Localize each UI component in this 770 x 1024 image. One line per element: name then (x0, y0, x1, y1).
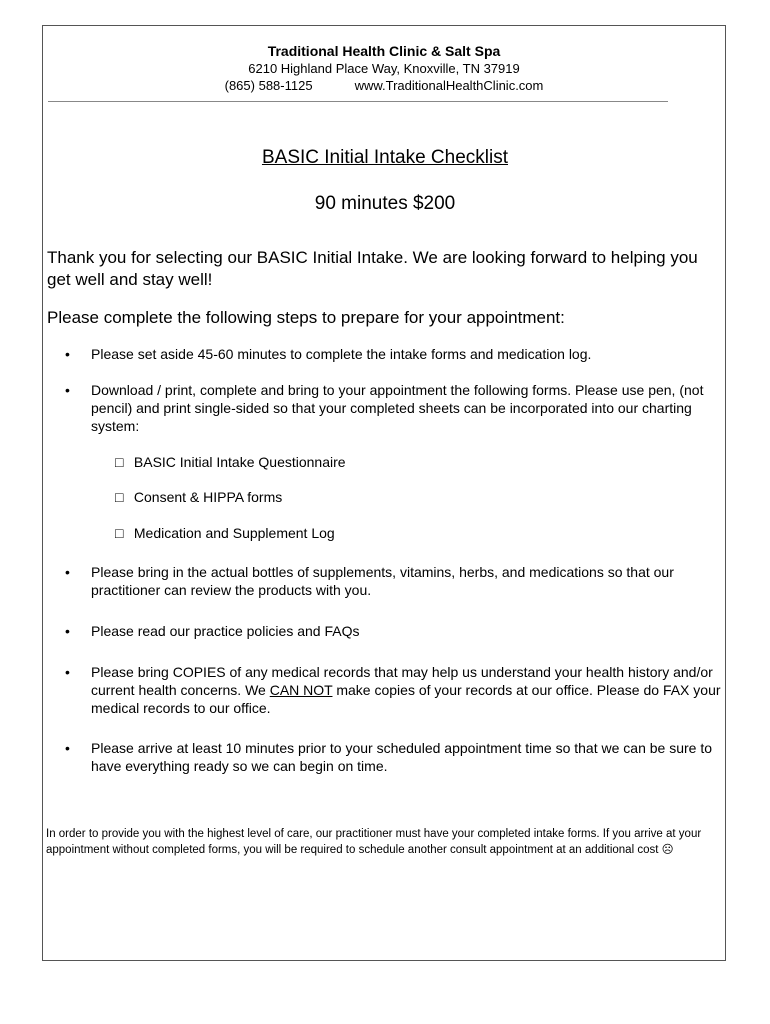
bullet-icon: • (65, 382, 70, 398)
steps-heading: Please complete the following steps to prepare for your appointment: (47, 308, 565, 327)
document-frame (42, 25, 726, 961)
bullet-icon: • (65, 740, 70, 756)
document-title: BASIC Initial Intake Checklist (261, 147, 509, 168)
checkbox-icon: □ (115, 489, 124, 505)
footer-note: In order to provide you with the highest level of care, our practitioner must have your completed intake forms. If you arrive at your appointment without completed forms, you will be required to schedule another consult appointment at an additional cost ☹ (46, 828, 702, 856)
header-divider (48, 101, 668, 102)
step-records (91, 663, 723, 717)
step-arrive: Please arrive at least 10 minutes prior to your scheduled appointment time so that we can be sure to have everything ready so we can begin on time. (91, 740, 713, 774)
bullet-icon: • (65, 564, 70, 580)
duration-price: 90 minutes $200 (314, 193, 456, 214)
clinic-name: Traditional Health Clinic & Salt Spa (267, 43, 501, 59)
form-label: BASIC Initial Intake Questionnaire (133, 454, 346, 470)
records-text-end: make copies of your records at our office. Please do FAX your medical records to our office. (91, 682, 721, 716)
step-download: Download / print, complete and bring to your appointment the following forms. Please use pen, (not pencil) and print single-sided so that your completed sheets can be incorporated into our charting system: (91, 382, 704, 434)
form-label: Consent & HIPPA forms (133, 489, 283, 505)
clinic-website[interactable]: www.TraditionalHealthClinic.com (354, 78, 544, 93)
step-policies: Please read our practice policies and FAQs (91, 623, 360, 639)
records-text-start: Please bring COPIES of any medical records that may help us understand your health history and/or current health concerns. We (91, 664, 713, 698)
contact-line (43, 77, 725, 94)
bullet-icon: • (65, 664, 70, 680)
intro-paragraph: Thank you for selecting our BASIC Initial Intake. We are looking forward to helping you get well and stay well! (47, 248, 698, 289)
form-checklist-item (115, 488, 282, 506)
checkbox-icon: □ (115, 454, 124, 470)
form-label: Medication and Supplement Log (133, 525, 335, 541)
step-set-aside: Please set aside 45-60 minutes to complete the intake forms and medication log. (91, 346, 592, 362)
records-emphasis: CAN NOT (269, 682, 333, 698)
checkbox-icon: □ (115, 525, 124, 541)
form-checklist-item (115, 524, 335, 542)
bullet-icon: • (65, 623, 70, 639)
step-bottles: Please bring in the actual bottles of supplements, vitamins, herbs, and medications so that our practitioner can review the products with you. (91, 564, 674, 598)
bullet-icon: • (65, 346, 70, 362)
clinic-address: 6210 Highland Place Way, Knoxville, TN 37919 (248, 61, 520, 76)
form-checklist-item (115, 453, 346, 471)
letterhead (43, 42, 725, 94)
clinic-phone: (865) 588-1125 (224, 78, 313, 93)
